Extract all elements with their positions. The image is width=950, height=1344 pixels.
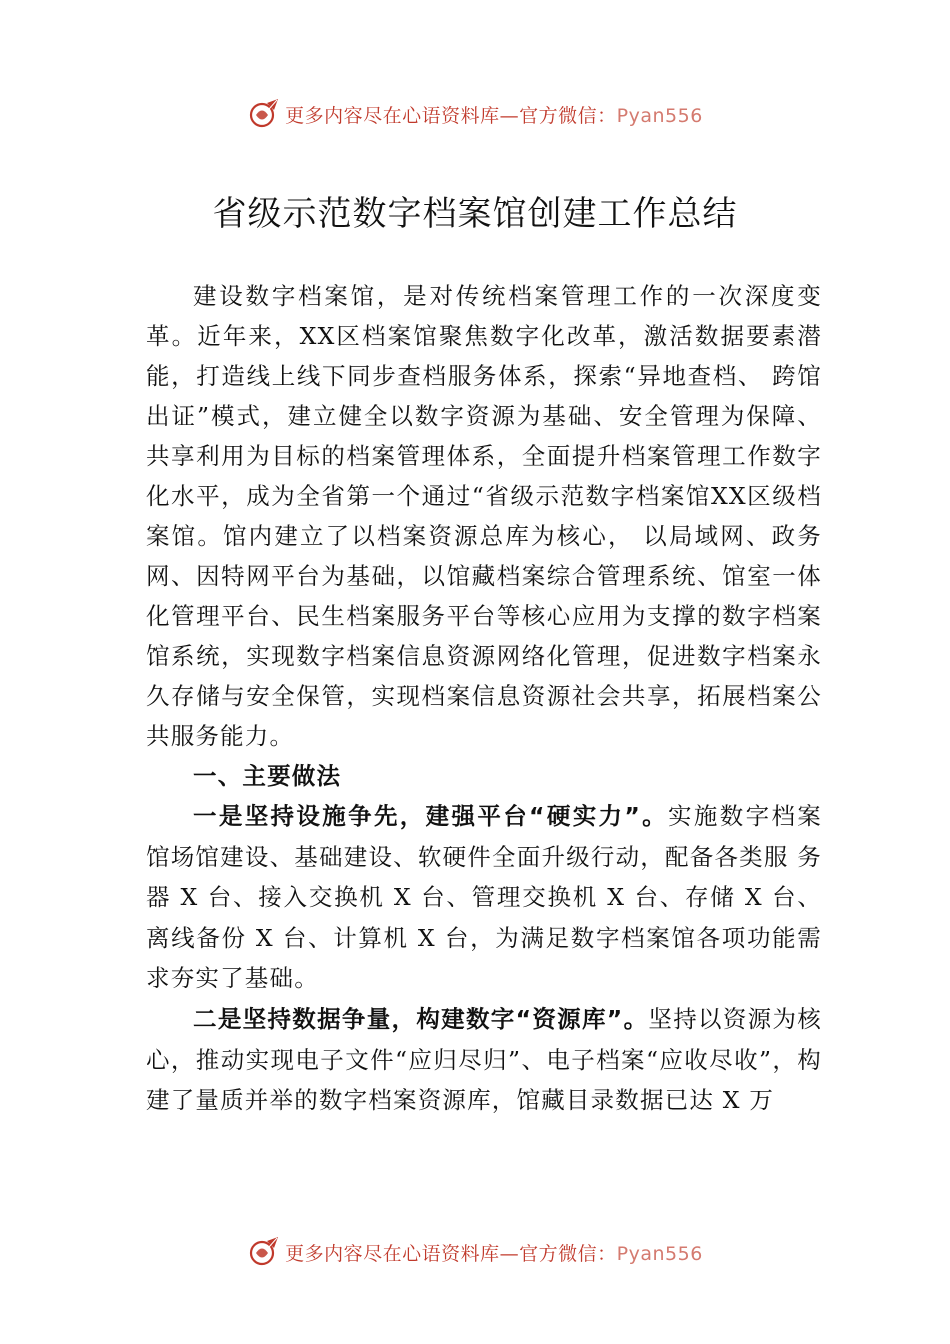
document-body (146, 276, 822, 1121)
header-banner (0, 94, 950, 134)
banner-text (285, 101, 703, 128)
item-2-lead: 二是坚持数据争量，构建数字“资源库”。 (193, 1004, 649, 1033)
banner-text (285, 1239, 703, 1266)
library-logo-icon (247, 97, 281, 131)
banner-wechat-id: Pyan556 (616, 104, 703, 127)
library-logo-icon (247, 1235, 281, 1269)
item-paragraph-1 (146, 796, 822, 999)
banner-label: 更多内容尽在心语资料库—官方微信： (285, 104, 617, 127)
section-heading: 一、主要做法 (193, 762, 342, 790)
intro-paragraph: 建设数字档案馆，是对传统档案管理工作的一次深度变革。近年来，XX区档案馆聚焦数字化改革，激活数据要素潜能，打造线上线下同步查档服务体系，探索“异地查档、 跨馆出证”模式，建立健全以数字资源为基础、安全管理为保障、共享利用为目标的档案管理体系，全面提升档案管理工作数字化水平，成为全省第一个通过“省级示范数字档案馆XX区级档案馆。馆内建立了以档案资源总库为核心， 以局域网、政务网、因特网平台为基础，以馆藏档案综合管理系统、馆室一体化管理平台、民生档案服务平台等核心应用为支撑的数字档案馆系统，实现数字档案信息资源网络化管理，促进数字档案永久存储与安全保管，实现档案信息资源社会共享，拓展档案公共服务能力。 (146, 282, 822, 750)
banner-label: 更多内容尽在心语资料库—官方微信： (285, 1242, 617, 1265)
item-2-body: 坚持以资源为核心，推动实现电子文件“应归尽归”、电子档案“应收尽收”，构建了量质并举的数字档案资源库，馆藏目录数据已达 X 万 (146, 1004, 822, 1115)
item-paragraph-2 (146, 999, 822, 1121)
item-1-body: 实施数字档案 馆场馆建设、基础建设、软硬件全面升级行动，配备各类服 务器 X 台、接入交换机 X 台、管理交换机 X 台、存储 X 台、离线备份 X 台、计算机 X 台，为满足数字档案馆各项功能需求夯实了基础。 (146, 802, 822, 993)
banner-wechat-id: Pyan556 (616, 1242, 703, 1265)
document-title: 省级示范数字档案馆创建工作总结 (212, 194, 738, 234)
item-1-lead: 一是坚持设施争先，建强平台“硬实力”。 (193, 802, 669, 830)
footer-banner (0, 1232, 950, 1272)
